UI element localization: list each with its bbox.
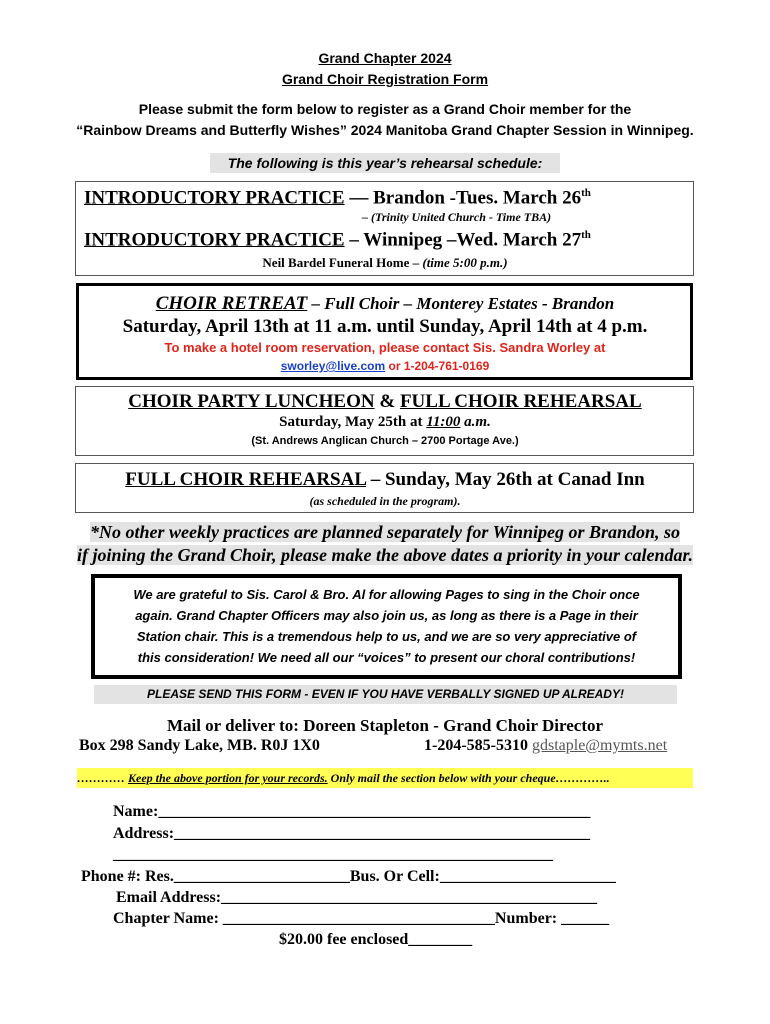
gratitude-line-1: We are grateful to Sis. Carol & Bro. Al for allowing Pages to sing in the Choir once (133, 587, 640, 602)
gratitude-line-2: again. Grand Chapter Officers may also join us, as long as there is a Page in their (135, 608, 638, 623)
intro-practice-winnipeg-details: – Winnipeg –Wed. March 27 (344, 229, 582, 251)
choir-retreat-title: CHOIR RETREAT (155, 293, 308, 314)
gratitude-text (91, 584, 682, 668)
keep-dots: ………… (77, 771, 128, 785)
mail-address: Box 298 Sandy Lake, MB. R0J 1X0 (79, 737, 320, 754)
intro-practice-winnipeg (84, 229, 591, 251)
hotel-contact-phone: or 1-204-761-0169 (385, 359, 490, 373)
luncheon-time: 11:00 (426, 414, 461, 430)
no-weekly-practices-note-2 (0, 545, 770, 566)
choir-retreat-details: – Full Choir – Monterey Estates - Brandon (307, 294, 615, 313)
full-rehearsal-title: FULL CHOIR REHEARSAL (399, 391, 642, 412)
keep-records-text: Keep the above portion for your records. (128, 771, 328, 785)
gratitude-line-4: this consideration! We need all our “voices” to present our choral contributions! (137, 650, 636, 665)
intro-line-1: Please submit the form below to register as a Grand Choir member for the (138, 101, 632, 117)
note-line-2: if joining the Grand Choir, please make the above dates a priority in your calendar. (76, 545, 694, 565)
schedule-heading: The following is this year’s rehearsal schedule: (210, 153, 560, 173)
intro-practice-brandon-details: — Brandon -Tues. March 26 (344, 187, 582, 209)
no-weekly-practices-note-1 (0, 522, 770, 543)
email-field[interactable]: Email Address:_______________________________________________ (116, 889, 598, 906)
luncheon-title: CHOIR PARTY LUNCHEON (128, 391, 375, 412)
ordinal-suffix: th (581, 187, 591, 199)
address-field-line-2[interactable]: _______________________________________________________ (113, 846, 553, 863)
hotel-contact-email[interactable]: sworley@live.com (280, 359, 386, 373)
address-field[interactable]: Address:____________________________________________________ (113, 825, 591, 842)
full-rehearsal-note: (as scheduled in the program). (309, 494, 461, 508)
luncheon-am: a.m. (460, 414, 491, 430)
form-year-title: Grand Chapter 2024 (318, 50, 452, 66)
funeral-home-label: Neil Bardel Funeral Home – (262, 255, 423, 270)
fee-enclosed-field[interactable]: $20.00 fee enclosed________ (279, 931, 473, 948)
intro-line-2: “Rainbow Dreams and Butterfly Wishes” 2024 Manitoba Grand Chapter Session in Winnipeg. (76, 122, 694, 138)
intro-practice-winnipeg-location (0, 255, 770, 271)
name-field[interactable]: Name:______________________________________________________ (113, 803, 591, 820)
intro-practice-brandon (84, 187, 591, 209)
mail-email-link[interactable]: gdstaple@mymts.net (531, 737, 668, 754)
time-label: (time 5:00 p.m.) (422, 255, 508, 270)
full-rehearsal-details: – Sunday, May 26th at Canad Inn (365, 469, 645, 490)
keep-mail-text: Only mail the section below with your cheque………….. (327, 771, 610, 785)
mail-to-line: Mail or deliver to: Doreen Stapleton - Grand Choir Director (166, 716, 604, 735)
note-line-1: *No other weekly practices are planned separately for Winnipeg or Brandon, so (89, 522, 680, 542)
chapter-field[interactable]: Chapter Name: __________________________________Number: ______ (113, 910, 610, 927)
intro-practice-brandon-location: – (Trinity United Church - Time TBA) (362, 210, 552, 224)
mail-contact (424, 737, 667, 755)
hotel-contact-line (0, 359, 770, 373)
mail-phone: 1-204-585-5310 (424, 737, 532, 754)
full-rehearsal-heading (0, 469, 770, 491)
ordinal-suffix: th (581, 229, 591, 241)
luncheon-date-label: Saturday, May 25th at (279, 414, 427, 430)
full-rehearsal-title: FULL CHOIR REHEARSAL (125, 469, 366, 490)
phone-field[interactable]: Phone #: Res.______________________Bus. Or Cell:______________________ (81, 868, 616, 885)
ampersand: & (374, 391, 400, 412)
luncheon-heading (0, 391, 770, 413)
intro-practice-brandon-title: INTRODUCTORY PRACTICE (84, 187, 345, 209)
luncheon-date (0, 414, 770, 431)
luncheon-location: (St. Andrews Anglican Church – 2700 Portage Ave.) (251, 435, 519, 447)
gratitude-line-3: Station chair. This is a tremendous help to us, and we are so very appreciative of (136, 629, 637, 644)
intro-practice-winnipeg-title: INTRODUCTORY PRACTICE (84, 229, 345, 251)
form-title: Grand Choir Registration Form (281, 71, 489, 87)
hotel-reservation-line: To make a hotel room reservation, please contact Sis. Sandra Worley at (164, 340, 606, 355)
choir-retreat-heading (0, 293, 770, 315)
choir-retreat-dates: Saturday, April 13th at 11 a.m. until Sunday, April 14th at 4 p.m. (122, 316, 648, 337)
keep-records-banner (77, 768, 693, 788)
send-form-notice: PLEASE SEND THIS FORM - EVEN IF YOU HAVE VERBALLY SIGNED UP ALREADY! (94, 685, 677, 704)
